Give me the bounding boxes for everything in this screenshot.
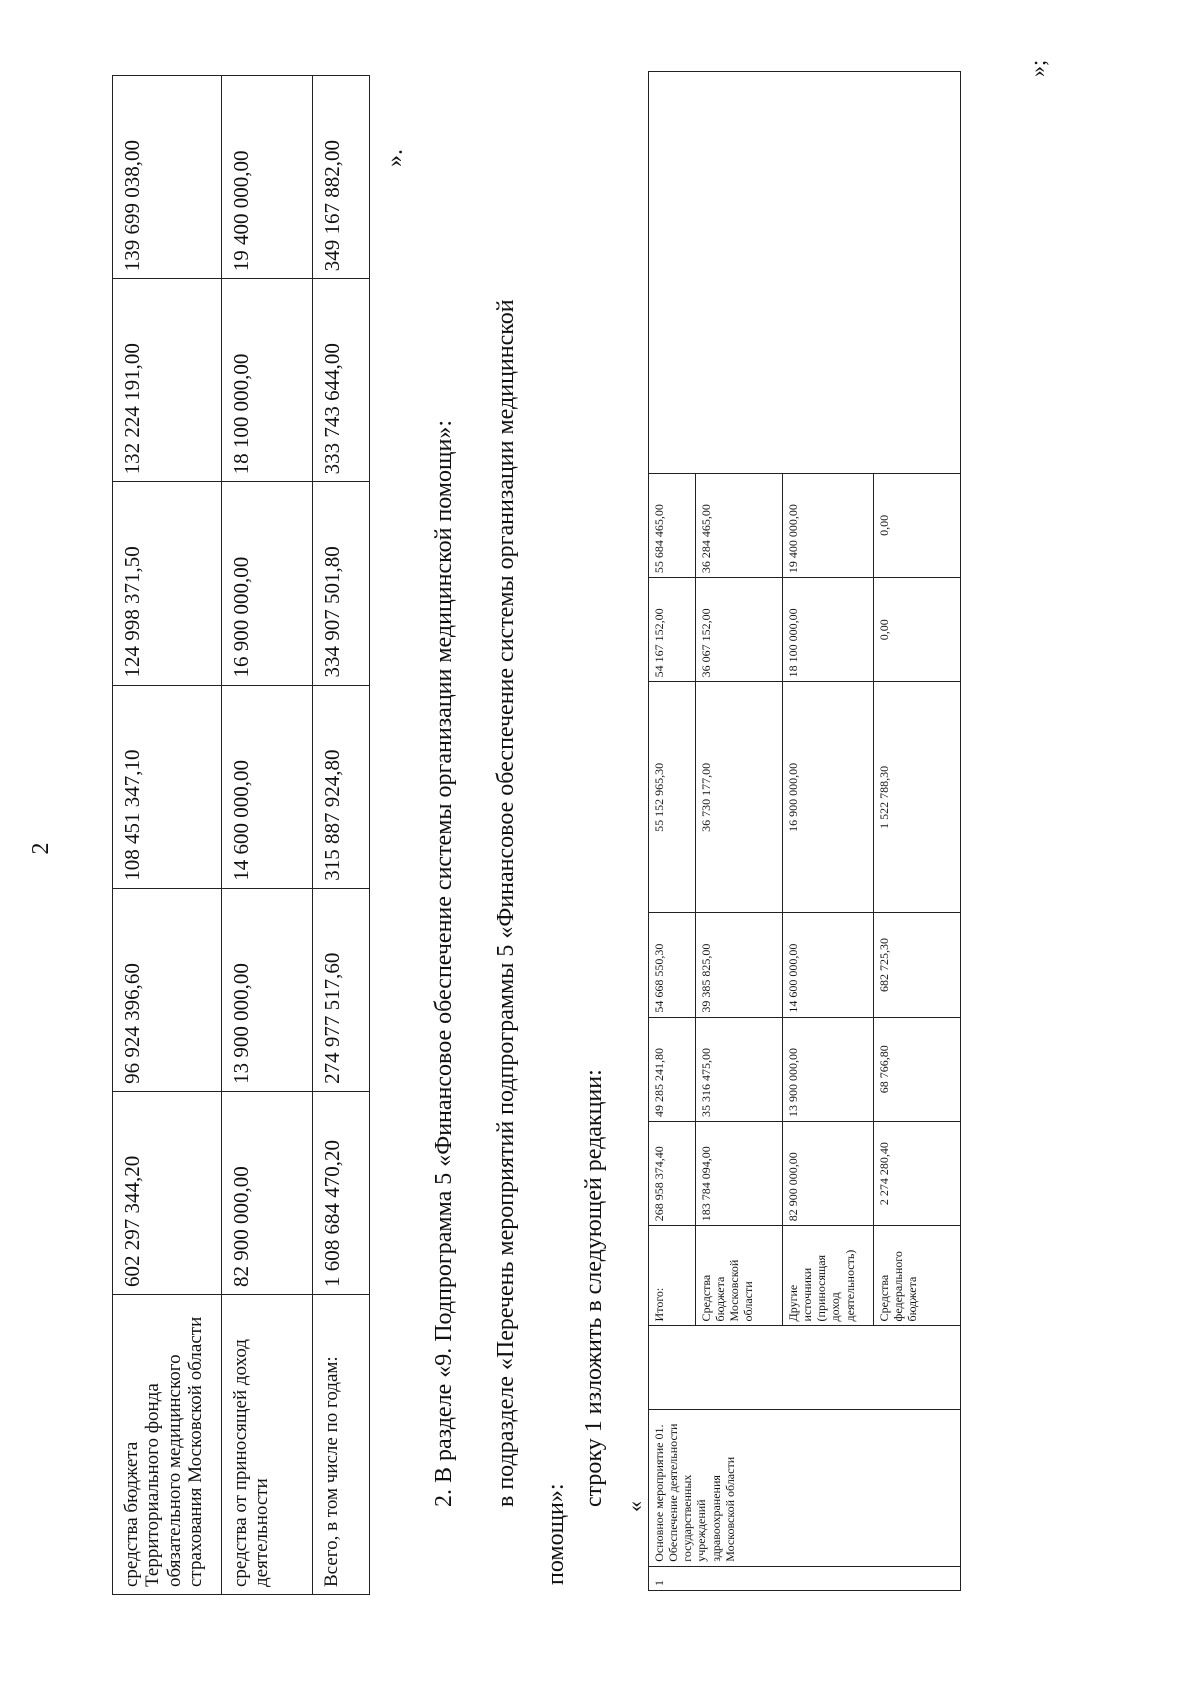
- cell-value: 602 297 344,20: [113, 1091, 222, 1294]
- page-number: 2: [28, 842, 54, 855]
- cell-value: 16 900 000,00: [222, 482, 313, 685]
- cell-value: 132 224 191,00: [113, 279, 222, 482]
- cell-value: 108 451 347,10: [113, 685, 222, 888]
- table-row: [313, 76, 370, 1595]
- row-label: средства бюджета Территориального фонда обязательного медицинского страхования Московской области: [113, 1295, 222, 1595]
- cell-year-4: 36 067 152,00: [696, 578, 783, 682]
- cell-year-5: 19 400 000,00: [783, 473, 874, 577]
- table-row: [222, 76, 313, 1595]
- opening-quote: «: [622, 1501, 647, 1512]
- cell-year-4: 18 100 000,00: [783, 578, 874, 682]
- cell-value: 315 887 924,80: [313, 685, 370, 888]
- cell-year-3: 16 900 000,00: [783, 682, 874, 913]
- cell-value: 333 743 644,00: [313, 279, 370, 482]
- cell-value: 14 600 000,00: [222, 685, 313, 888]
- source-label: Средства бюджета Московской области: [696, 1226, 783, 1326]
- cell-year-3: 55 152 965,30: [649, 682, 696, 913]
- cell-year-1: 49 285 241,80: [649, 1017, 696, 1121]
- cell-year-3: 1 522 788,30: [874, 682, 961, 913]
- cell-value: 334 907 501,80: [313, 482, 370, 685]
- paragraph-instruction: строку 1 изложить в следующей редакции:: [581, 1069, 607, 1507]
- cell-year-4: 54 167 152,00: [649, 578, 696, 682]
- cell-year-1: 68 766,80: [874, 1017, 961, 1121]
- cell-total: 268 958 374,40: [649, 1121, 696, 1225]
- paragraph-continuation: помощи»:: [543, 1483, 569, 1585]
- cell-year-1: 13 900 000,00: [783, 1017, 874, 1121]
- cell-year-3: 36 730 177,00: [696, 682, 783, 913]
- cell-year-2: 54 668 550,30: [649, 913, 696, 1017]
- cell-total: 82 900 000,00: [783, 1121, 874, 1225]
- empty-cell: [649, 72, 961, 474]
- source-label: Итого:: [649, 1226, 696, 1326]
- cell-value: 18 100 000,00: [222, 279, 313, 482]
- source-label: Другие источники (приносящая доход деятельность): [783, 1226, 874, 1326]
- closing-quote: ».: [382, 149, 408, 167]
- empty-cell: [649, 1326, 961, 1409]
- table-row: [113, 76, 222, 1595]
- cell-value: 349 167 882,00: [313, 76, 370, 279]
- table-row: [649, 72, 696, 1591]
- source-label: Средства федерального бюджета: [874, 1226, 961, 1326]
- cell-year-2: 14 600 000,00: [783, 913, 874, 1017]
- paragraph-section: 2. В разделе «9. Подпрограмма 5 «Финансовое обеспечение системы организации медицинской помощи»:: [431, 420, 457, 1507]
- cell-year-5: 0,00: [874, 473, 961, 577]
- row-label: средства от приносящей доход деятельности: [222, 1295, 313, 1595]
- cell-total: 183 784 094,00: [696, 1121, 783, 1225]
- cell-year-2: 39 385 825,00: [696, 913, 783, 1017]
- cell-value: 139 699 038,00: [113, 76, 222, 279]
- cell-year-5: 55 684 465,00: [649, 473, 696, 577]
- measure-name: Основное мероприятие 01. Обеспечение деятельности государственных учреждений здравоохранения Московской области: [649, 1409, 961, 1566]
- cell-value: 124 998 371,50: [113, 482, 222, 685]
- cell-value: 19 400 000,00: [222, 76, 313, 279]
- cell-year-4: 0,00: [874, 578, 961, 682]
- measures-table: [648, 71, 961, 1591]
- cell-value: 274 977 517,60: [313, 888, 370, 1091]
- cell-value: 96 924 396,60: [113, 888, 222, 1091]
- row-number: 1: [649, 1566, 961, 1590]
- cell-year-5: 36 284 465,00: [696, 473, 783, 577]
- cell-value: 82 900 000,00: [222, 1091, 313, 1294]
- row-label: Всего, в том числе по годам:: [313, 1295, 370, 1595]
- cell-year-1: 35 316 475,00: [696, 1017, 783, 1121]
- cell-value: 1 608 684 470,20: [313, 1091, 370, 1294]
- cell-year-2: 682 725,30: [874, 913, 961, 1017]
- paragraph-subsection: в подразделе «Перечень мероприятий подпрограммы 5 «Финансовое обеспечение системы организации медицинской: [493, 299, 519, 1507]
- cell-total: 2 274 280,40: [874, 1121, 961, 1225]
- cell-value: 13 900 000,00: [222, 888, 313, 1091]
- funding-summary-table: [112, 75, 370, 1595]
- closing-quote: »;: [1025, 59, 1050, 77]
